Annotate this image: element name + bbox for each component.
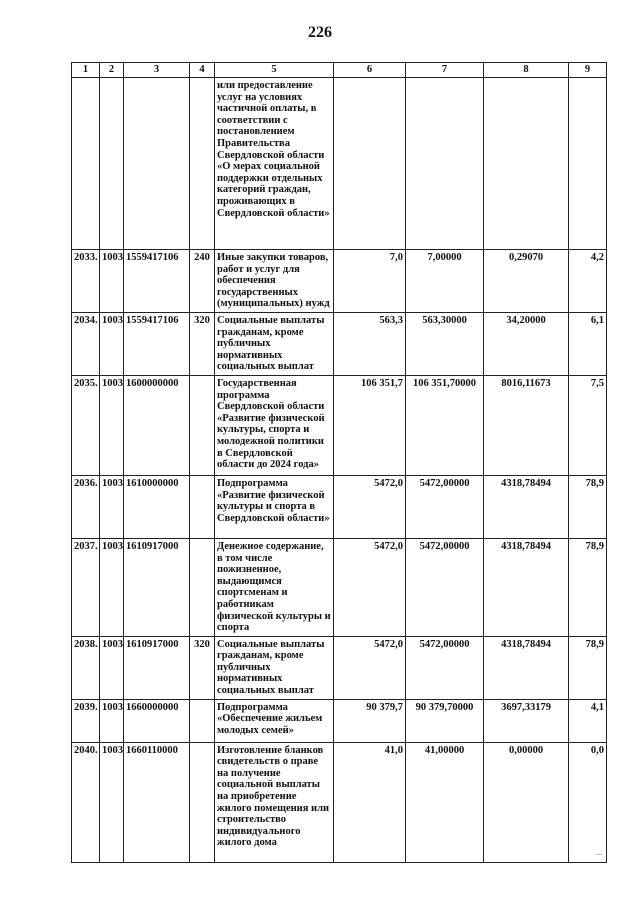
executed-amount: 0,00000	[484, 742, 569, 862]
row-number: 2038.	[72, 636, 100, 699]
item-name: Социальные выплаты гражданам, кроме публичных нормативных социальных выплат	[215, 312, 334, 375]
expense-type	[190, 475, 215, 538]
header-row	[72, 63, 607, 78]
expense-type	[190, 742, 215, 862]
target-code: 1610917000	[124, 636, 190, 699]
section-code: 1003	[100, 375, 124, 475]
row-number	[72, 78, 100, 250]
execution-percent: 6,1	[569, 312, 607, 375]
expense-type	[190, 375, 215, 475]
planned-amount: 5472,0	[334, 538, 406, 636]
row-number: 2037.	[72, 538, 100, 636]
target-code: 1559417106	[124, 312, 190, 375]
planned-amount: 563,3	[334, 312, 406, 375]
row-number: 2040.	[72, 742, 100, 862]
section-code: 1003	[100, 475, 124, 538]
table-row	[72, 312, 607, 375]
execution-percent: 4,1	[569, 699, 607, 742]
table-row	[72, 250, 607, 313]
table-row	[72, 742, 607, 862]
item-name: Подпрограмма «Развитие физической культуры и спорта в Свердловской области»	[215, 475, 334, 538]
section-code: 1003	[100, 538, 124, 636]
section-code: 1003	[100, 699, 124, 742]
target-code	[124, 78, 190, 250]
executed-amount: 8016,11673	[484, 375, 569, 475]
section-code: 1003	[100, 742, 124, 862]
execution-percent	[569, 78, 607, 250]
planned-amount: 41,0	[334, 742, 406, 862]
executed-amount: 4318,78494	[484, 636, 569, 699]
execution-percent: 78,9	[569, 636, 607, 699]
header-cell: 7	[406, 63, 484, 78]
expense-type	[190, 699, 215, 742]
planned-amount-precise: 5472,00000	[406, 636, 484, 699]
row-number: 2039.	[72, 699, 100, 742]
item-name: или предоставление услуг на условиях частичной оплаты, в соответствии с постановлением Правительства Свердловской области «О мерах социальной поддержки отдельных категорий граждан, проживающих в Свердловской области»	[215, 78, 334, 250]
page-number: 226	[308, 24, 332, 41]
row-number: 2035.	[72, 375, 100, 475]
table-row	[72, 78, 607, 250]
executed-amount: 3697,33179	[484, 699, 569, 742]
header-cell: 5	[215, 63, 334, 78]
planned-amount-precise: 90 379,70000	[406, 699, 484, 742]
section-code: 1003	[100, 636, 124, 699]
expense-type: 320	[190, 312, 215, 375]
executed-amount: 4318,78494	[484, 538, 569, 636]
planned-amount: 90 379,7	[334, 699, 406, 742]
target-code: 1660000000	[124, 699, 190, 742]
planned-amount: 106 351,7	[334, 375, 406, 475]
target-code: 1610000000	[124, 475, 190, 538]
item-name: Денежное содержание, в том числе пожизненное, выдающимся спортсменам и работникам физической культуры и спорта	[215, 538, 334, 636]
header-cell: 9	[569, 63, 607, 78]
planned-amount: 7,0	[334, 250, 406, 313]
executed-amount: 34,20000	[484, 312, 569, 375]
item-name: Государственная программа Свердловской области «Развитие физической культуры, спорта и молодежной политики в Свердловской области до 2024 года»	[215, 375, 334, 475]
header-cell: 8	[484, 63, 569, 78]
table-row	[72, 475, 607, 538]
header-cell: 2	[100, 63, 124, 78]
row-number: 2033.	[72, 250, 100, 313]
execution-percent: 7,5	[569, 375, 607, 475]
section-code: 1003	[100, 250, 124, 313]
execution-percent: 4,2	[569, 250, 607, 313]
table-row	[72, 375, 607, 475]
execution-percent: 78,9	[569, 475, 607, 538]
expense-type: 320	[190, 636, 215, 699]
planned-amount: 5472,0	[334, 636, 406, 699]
planned-amount: 5472,0	[334, 475, 406, 538]
header-cell: 3	[124, 63, 190, 78]
table-row	[72, 538, 607, 636]
target-code: 1600000000	[124, 375, 190, 475]
planned-amount	[334, 78, 406, 250]
header-cell: 1	[72, 63, 100, 78]
header-cell: 6	[334, 63, 406, 78]
header-cell: 4	[190, 63, 215, 78]
planned-amount-precise: 106 351,70000	[406, 375, 484, 475]
executed-amount: 0,29070	[484, 250, 569, 313]
planned-amount-precise: 7,00000	[406, 250, 484, 313]
planned-amount-precise: 5472,00000	[406, 538, 484, 636]
executed-amount	[484, 78, 569, 250]
row-number: 2036.	[72, 475, 100, 538]
budget-table	[71, 62, 607, 863]
target-code: 1660110000	[124, 742, 190, 862]
target-code: 1559417106	[124, 250, 190, 313]
corner-mark: ...	[596, 848, 602, 857]
item-name: Социальные выплаты гражданам, кроме публичных нормативных социальных выплат	[215, 636, 334, 699]
section-code: 1003	[100, 312, 124, 375]
executed-amount: 4318,78494	[484, 475, 569, 538]
planned-amount-precise: 41,00000	[406, 742, 484, 862]
table-row	[72, 636, 607, 699]
section-code	[100, 78, 124, 250]
item-name: Изготовление бланков свидетельств о праве на получение социальной выплаты на приобретение жилого помещения или строительство индивидуального жилого дома	[215, 742, 334, 862]
planned-amount-precise: 5472,00000	[406, 475, 484, 538]
planned-amount-precise: 563,30000	[406, 312, 484, 375]
execution-percent: 0,0	[569, 742, 607, 862]
row-number: 2034.	[72, 312, 100, 375]
expense-type: 240	[190, 250, 215, 313]
planned-amount-precise	[406, 78, 484, 250]
item-name: Иные закупки товаров, работ и услуг для обеспечения государственных (муниципальных) нужд	[215, 250, 334, 313]
execution-percent: 78,9	[569, 538, 607, 636]
expense-type	[190, 78, 215, 250]
item-name: Подпрограмма «Обеспечение жильем молодых семей»	[215, 699, 334, 742]
expense-type	[190, 538, 215, 636]
table-row	[72, 699, 607, 742]
target-code: 1610917000	[124, 538, 190, 636]
